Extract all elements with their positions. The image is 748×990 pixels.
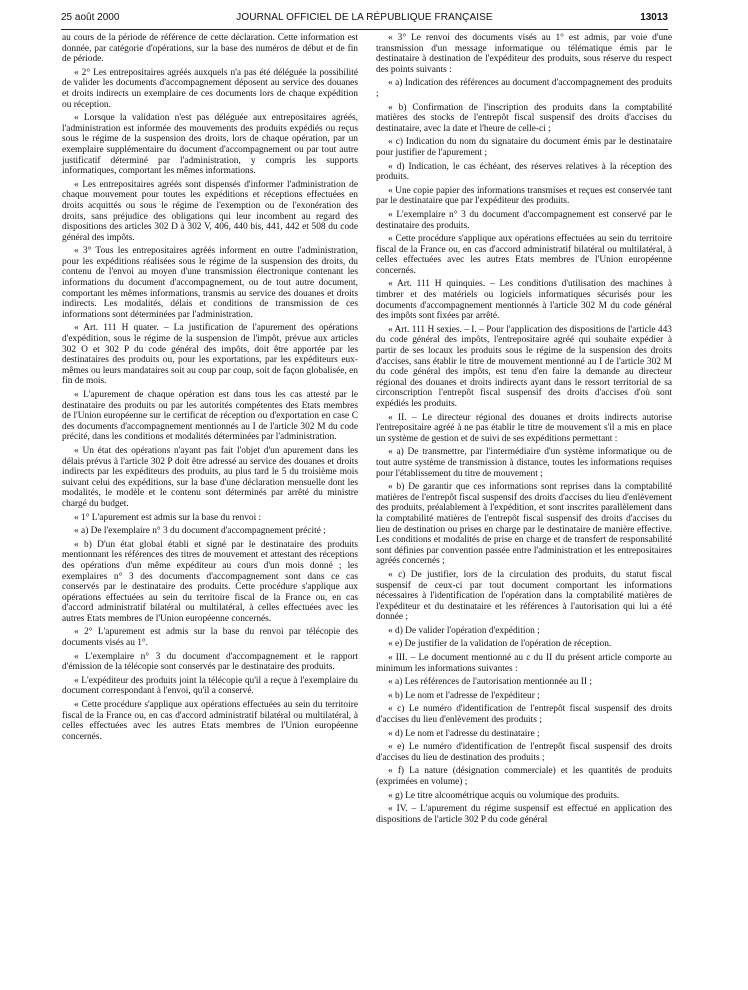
paragraph: « Une copie papier des informations transmises et reçues est conservée tant par le destinataire que par l'expéditeur des produits. <box>376 185 672 207</box>
paragraph: « b) Confirmation de l'inscription des produits dans la comptabilité matières des stocks de l'entrepôt fiscal suspensif des droits d'accises du destinataire, avec la date et l'heure de celle-ci ; <box>376 102 672 134</box>
paragraph: « L'apurement de chaque opération est dans tous les cas attesté par le destinataire des produits ou par les autorités compétentes des Etats membres de l'Union européenne sur le certificat de réception ou d'exportation en case C des documents d'accompagnement mentionnés au I de l'article 302 M du code précité, dans les conditions et modalités déterminées par l'administration. <box>62 390 358 443</box>
paragraph: « 2° L'apurement est admis sur la base du renvoi par télécopie des documents visés au 1°. <box>62 627 358 649</box>
paragraph: « d) Indication, le cas échéant, des réserves relatives à la réception des produits. <box>376 161 672 183</box>
paragraph: « 2° Les entrepositaires agréés auxquels n'a pas été déléguée la possibilité de valider les documents d'accompagnement déposent au service des douanes et droits indirects un exemplaire de ces documents lors de chaque expédition ou réception. <box>62 67 358 110</box>
paragraph: « 3° Le renvoi des documents visés au 1° est admis, par voie d'une transmission d'un message informatique ou télématique émis par le destinataire à destination de l'expéditeur des produits, sous réserve du respect des points suivants : <box>376 33 672 75</box>
paragraph: « c) De justifier, lors de la circulation des produits, du statut fiscal suspensif de ceux-ci par tout document comportant les informations nécessaires à l'identification de l'opération dans la comptabilité matières de l'expéditeur et du destinataire et les références à l'autorisation qui lui a été donnée ; <box>376 569 672 623</box>
paragraph: « Art. 111 H sexies. – I. – Pour l'application des dispositions de l'article 443 du code général des impôts, l'entrepositaire agréé qui souhaite expédier à partir de ses locaux les produits sous le régime de la suspension des droits d'accises, sans établir le titre de mouvement mentionné au I de l'article 302 M du code général des impôts, est tenu d'en faire la demande au directeur régional des douanes et droits indirects ayant dans le ressort territorial de sa circonscription l'entrepôt fiscal suspensif des droits d'accises d'où sont expédiés les produits. <box>376 324 672 409</box>
paragraph: « IV. – L'apurement du régime suspensif est effectué en application des dispositions de l'article 302 P du code général <box>376 804 672 825</box>
paragraph: « g) Le titre alcoométrique acquis ou volumique des produits. <box>388 790 620 801</box>
paragraph: « a) Les références de l'autorisation mentionnée au II ; <box>388 677 592 688</box>
paragraph: « 3° Tous les entrepositaires agréés informent en outre l'administration, pour les expéditions réalisées sous le régime de la suspension des droits, du contenu de l'envoi au moyen d'une transmission électronique contenant les informations du document d'accompagnement, ou de tout autre document, comportant les mêmes informations, transmis au service des douanes et droits indirects. Les modalités, délais et conditions de transmission de ces informations sont déterminées par l'administration. <box>62 246 358 320</box>
paragraph: « e) De justifier de la validation de l'opération de réception. <box>388 639 612 650</box>
paragraph: « L'expéditeur des produits joint la télécopie qu'il a reçue à l'exemplaire du document correspondant à l'envoi, qu'il a conservé. <box>62 675 358 697</box>
paragraph: « Cette procédure s'applique aux opérations effectuées au sein du territoire fiscal de la France ou, en cas d'accord administratif bilatéral ou multilatéral, à celles effectuées avec les autres Etats membres de l'Union européenne concernés. <box>62 700 358 742</box>
paragraph: « 1° L'apurement est admis sur la base du renvoi : <box>74 512 262 523</box>
paragraph: « a) De transmettre, par l'intermédiaire d'un système informatique ou de tout autre système de transmission à distance, toutes les informations requises pour l'établissement du titre de mouvement ; <box>376 447 672 479</box>
page-header <box>61 12 668 26</box>
paragraph: « c) Indication du nom du signataire du document émis par le destinataire pour justifier de l'apurement ; <box>376 137 672 158</box>
paragraph: « a) Indication des références au document d'accompagnement des produits ; <box>376 78 672 99</box>
paragraph: « b) D'un état global établi et signé par le destinataire des produits mentionnant les références des titres de mouvement et attestant des réceptions des opérations d'un même expéditeur au cours d'un mois donné ; les exemplaires n° 3 des documents d'accompagnement sont dans ce cas conservés par le destinataire des produits. Cette procédure s'applique aux opérations effectuées au sein du territoire fiscal de la France ou, en cas d'accord administratif bilatéral ou multilatéral, à celles effectuées avec les autres Etats membres de l'Union européenne concernés. <box>62 539 358 624</box>
paragraph: « b) De garantir que ces informations sont reprises dans la comptabilité matières de l'entrepôt fiscal suspensif des droits d'accises du lieu d'enlèvement des produits, préalablement à l'expédition, et sont inscrites parallèlement dans la comptabilité matières de l'entrepôt fiscal suspensif des droits d'accises du lieu de destination ou prises en charge par le destinataire de manière effective. Les conditions et modalités de prise en charge et de transfert de responsabilité sont définies par convention passée entre l'administration et les entrepositaires agréés concernés ; <box>376 482 672 567</box>
paragraph: « Cette procédure s'applique aux opérations effectuées au sein du territoire fiscal de la France ou, en cas d'accord administratif bilatéral ou multilatéral, à celles effectuées avec les autres Etats membres de l'Union européenne concernés. <box>376 234 672 276</box>
header-page-number: 13013 <box>640 12 668 23</box>
paragraph: « d) Le nom et l'adresse du destinataire ; <box>388 728 540 739</box>
paragraph: « Art. 111 H quinquies. – Les conditions d'utilisation des machines à timbrer et des matériels ou logiciels informatiques sécurisés pour les documents d'accompagnement mentionnés à l'article 302 M du code général des impôts sont fixées par arrêté. <box>376 279 672 322</box>
paragraph: « e) Le numéro d'identification de l'entrepôt fiscal suspensif des droits d'accises du lieu de destination des produits ; <box>376 742 672 763</box>
header-title: JOURNAL OFFICIEL DE LA RÉPUBLIQUE FRANÇAISE <box>236 12 493 23</box>
paragraph: « L'exemplaire n° 3 du document d'accompagnement et le rapport d'émission de la télécopie sont conservés par le destinataire des produits. <box>62 651 358 673</box>
header-date: 25 août 2000 <box>61 12 120 23</box>
paragraph: « Art. 111 H quater. – La justification de l'apurement des opérations d'expédition, sous le régime de la suspension de l'impôt, prévue aux articles 302 O et 302 P du code général des impôts, doit être apportée par les destinataires des produits ou, pour les exportations, par les expéditeurs eux-mêmes ou leurs mandataires soit au coup par coup, soit de façon globalisée, en fin de mois. <box>62 323 358 387</box>
header-rule <box>61 29 668 30</box>
paragraph: « Lorsque la validation n'est pas déléguée aux entrepositaires agréés, l'administration est informée des mouvements des produits expédiés ou reçus sous le régime de la suspension des droits, lors de chaque opération, par un exemplaire supplémentaire du document d'accompagnement ou par tout autre justificatif déterminé par l'administration, y compris les supports informatiques, comportant les mêmes informations. <box>62 113 358 177</box>
paragraph: « b) Le nom et l'adresse de l'expéditeur ; <box>388 690 540 701</box>
paragraph: « a) De l'exemplaire n° 3 du document d'accompagnement précité ; <box>74 526 326 537</box>
right-column <box>376 33 672 828</box>
paragraph: « c) Le numéro d'identification de l'entrepôt fiscal suspensif des droits d'accises du lieu d'enlèvement des produits ; <box>376 704 672 726</box>
paragraph: « Un état des opérations n'ayant pas fait l'objet d'un apurement dans les délais prévus à l'article 302 P doit être adressé au service des douanes et droits indirects par les expéditeurs des produits, au plus tard le 5 du troisième mois suivant celui des expéditions, sur la base d'une déclaration mensuelle dont les modalités, le modèle et le contenu sont déterminés par arrêté du ministre chargé du budget. <box>62 445 358 509</box>
paragraph: « II. – Le directeur régional des douanes et droits indirects autorise l'entrepositaire agréé à ne pas établir le titre de mouvement s'il a mis en place un système de gestion et de suivi de ses expéditions permettant : <box>376 412 672 444</box>
paragraph: « Les entrepositaires agréés sont dispensés d'informer l'administration de chaque mouvement pour toutes les expéditions et réceptions effectuées en droits acquittés ou sous le régime de l'exemption ou de l'exonération des droits, sans préjudice des obligations qui leur incombent au regard des dispositions des articles 302 D à 302 V, 406, 440 bis, 441, 442 et 508 du code général des impôts. <box>62 179 358 243</box>
left-column <box>62 33 358 745</box>
paragraph: au cours de la période de référence de cette déclaration. Cette information est donnée, par catégorie d'opérations, sur la base des numéros de début et de fin de période. <box>62 33 358 65</box>
paragraph: « f) La nature (désignation commerciale) et les quantités de produits (exprimées en volume) ; <box>376 766 672 787</box>
paragraph: « d) De valider l'opération d'expédition ; <box>388 625 540 636</box>
paragraph: « III. – Le document mentionné au c du II du présent article comporte au minimum les informations suivantes : <box>376 653 672 674</box>
paragraph: « L'exemplaire n° 3 du document d'accompagnement est conservé par le destinataire des produits. <box>376 209 672 231</box>
